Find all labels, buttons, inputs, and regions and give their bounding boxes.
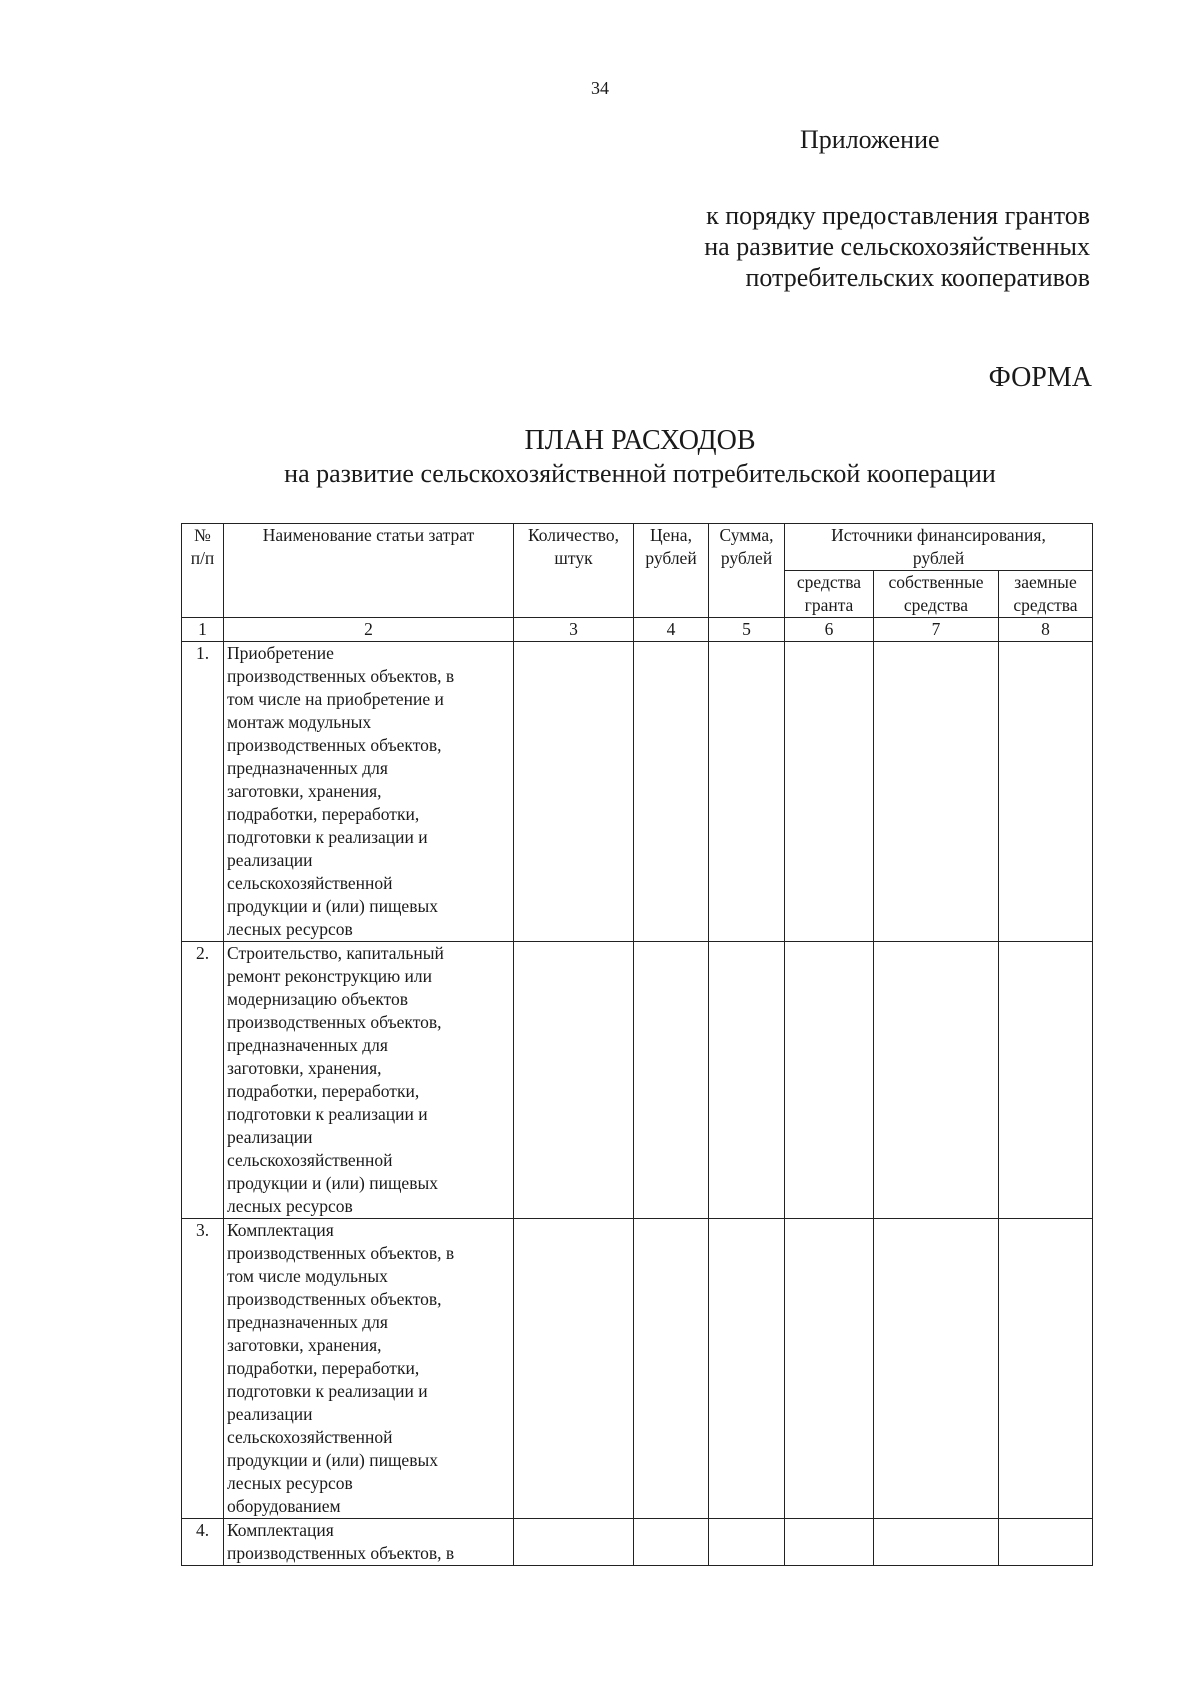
- form-label: ФОРМА: [988, 362, 1092, 393]
- table-row: [182, 1219, 1093, 1519]
- header-borrowed-funds: заемные средства: [999, 571, 1093, 618]
- column-number: 8: [999, 618, 1093, 642]
- page-number: 34: [591, 78, 609, 98]
- price-cell: [634, 642, 709, 942]
- column-numbers-row: [182, 618, 1093, 642]
- table-row: [182, 1519, 1093, 1566]
- header-grant-funds: средства гранта: [785, 571, 874, 618]
- header-quantity: Количество, штук: [514, 524, 634, 618]
- borrowed-funds-cell: [999, 1519, 1093, 1566]
- quantity-cell: [514, 942, 634, 1219]
- row-number: 3.: [182, 1219, 224, 1519]
- price-cell: [634, 1519, 709, 1566]
- own-funds-cell: [874, 1219, 999, 1519]
- column-number: 1: [182, 618, 224, 642]
- header-price: Цена, рублей: [634, 524, 709, 618]
- column-number: 4: [634, 618, 709, 642]
- column-number: 7: [874, 618, 999, 642]
- sum-cell: [709, 642, 785, 942]
- quantity-cell: [514, 1219, 634, 1519]
- document-subtitle: на развитие сельскохозяйственной потребительской кооперации: [284, 459, 996, 488]
- expense-item-name: Приобретение производственных объектов, в том числе на приобретение и монтаж модульных производственных объектов, предназначенных для заготовки, хранения, подработки, переработки, подготовки к реализации и реализации сельскохозяйственной продукции и (или) пищевых лесных ресурсов: [224, 642, 514, 942]
- quantity-cell: [514, 642, 634, 942]
- expense-item-name: Комплектация производственных объектов, в том числе модульных производственных объектов, предназначенных для заготовки, хранения, подработки, переработки, подготовки к реализации и реализации сельскохозяйственной продукции и (или) пищевых лесных ресурсов оборудованием: [224, 1219, 514, 1519]
- column-number: 3: [514, 618, 634, 642]
- price-cell: [634, 1219, 709, 1519]
- table-row: [182, 642, 1093, 942]
- header-sum: Сумма, рублей: [709, 524, 785, 618]
- row-number: 4.: [182, 1519, 224, 1566]
- row-number: 1.: [182, 642, 224, 942]
- own-funds-cell: [874, 642, 999, 942]
- borrowed-funds-cell: [999, 942, 1093, 1219]
- header-own-funds: собственные средства: [874, 571, 999, 618]
- appendix-subtitle-line: на развитие сельскохозяйственных: [704, 232, 1090, 261]
- expense-item-name: Строительство, капитальный ремонт реконструкцию или модернизацию объектов производственных объектов, предназначенных для заготовки, хранения, подработки, переработки, подготовки к реализации и реализации сельскохозяйственной продукции и (или) пищевых лесных ресурсов: [224, 942, 514, 1219]
- header-funding-sources: Источники финансирования, рублей: [785, 524, 1093, 571]
- grant-funds-cell: [785, 1519, 874, 1566]
- grant-funds-cell: [785, 642, 874, 942]
- appendix-subtitle: [704, 200, 1090, 293]
- column-number: 2: [224, 618, 514, 642]
- row-number: 2.: [182, 942, 224, 1219]
- appendix-subtitle-line: к порядку предоставления грантов: [706, 201, 1090, 230]
- quantity-cell: [514, 1519, 634, 1566]
- grant-funds-cell: [785, 1219, 874, 1519]
- table-header-row: [182, 524, 1093, 571]
- document-title: ПЛАН РАСХОДОВ: [524, 425, 756, 456]
- borrowed-funds-cell: [999, 1219, 1093, 1519]
- sum-cell: [709, 942, 785, 1219]
- expense-plan-table: [181, 523, 1093, 1566]
- header-row-number: № п/п: [182, 524, 224, 618]
- expense-item-name: Комплектация производственных объектов, в: [224, 1519, 514, 1566]
- borrowed-funds-cell: [999, 642, 1093, 942]
- appendix-title: Приложение: [800, 125, 940, 154]
- appendix-subtitle-line: потребительских кооперативов: [745, 263, 1090, 292]
- sum-cell: [709, 1219, 785, 1519]
- own-funds-cell: [874, 1519, 999, 1566]
- table-row: [182, 942, 1093, 1219]
- column-number: 6: [785, 618, 874, 642]
- grant-funds-cell: [785, 942, 874, 1219]
- column-number: 5: [709, 618, 785, 642]
- own-funds-cell: [874, 942, 999, 1219]
- price-cell: [634, 942, 709, 1219]
- sum-cell: [709, 1519, 785, 1566]
- header-expense-name: Наименование статьи затрат: [224, 524, 514, 618]
